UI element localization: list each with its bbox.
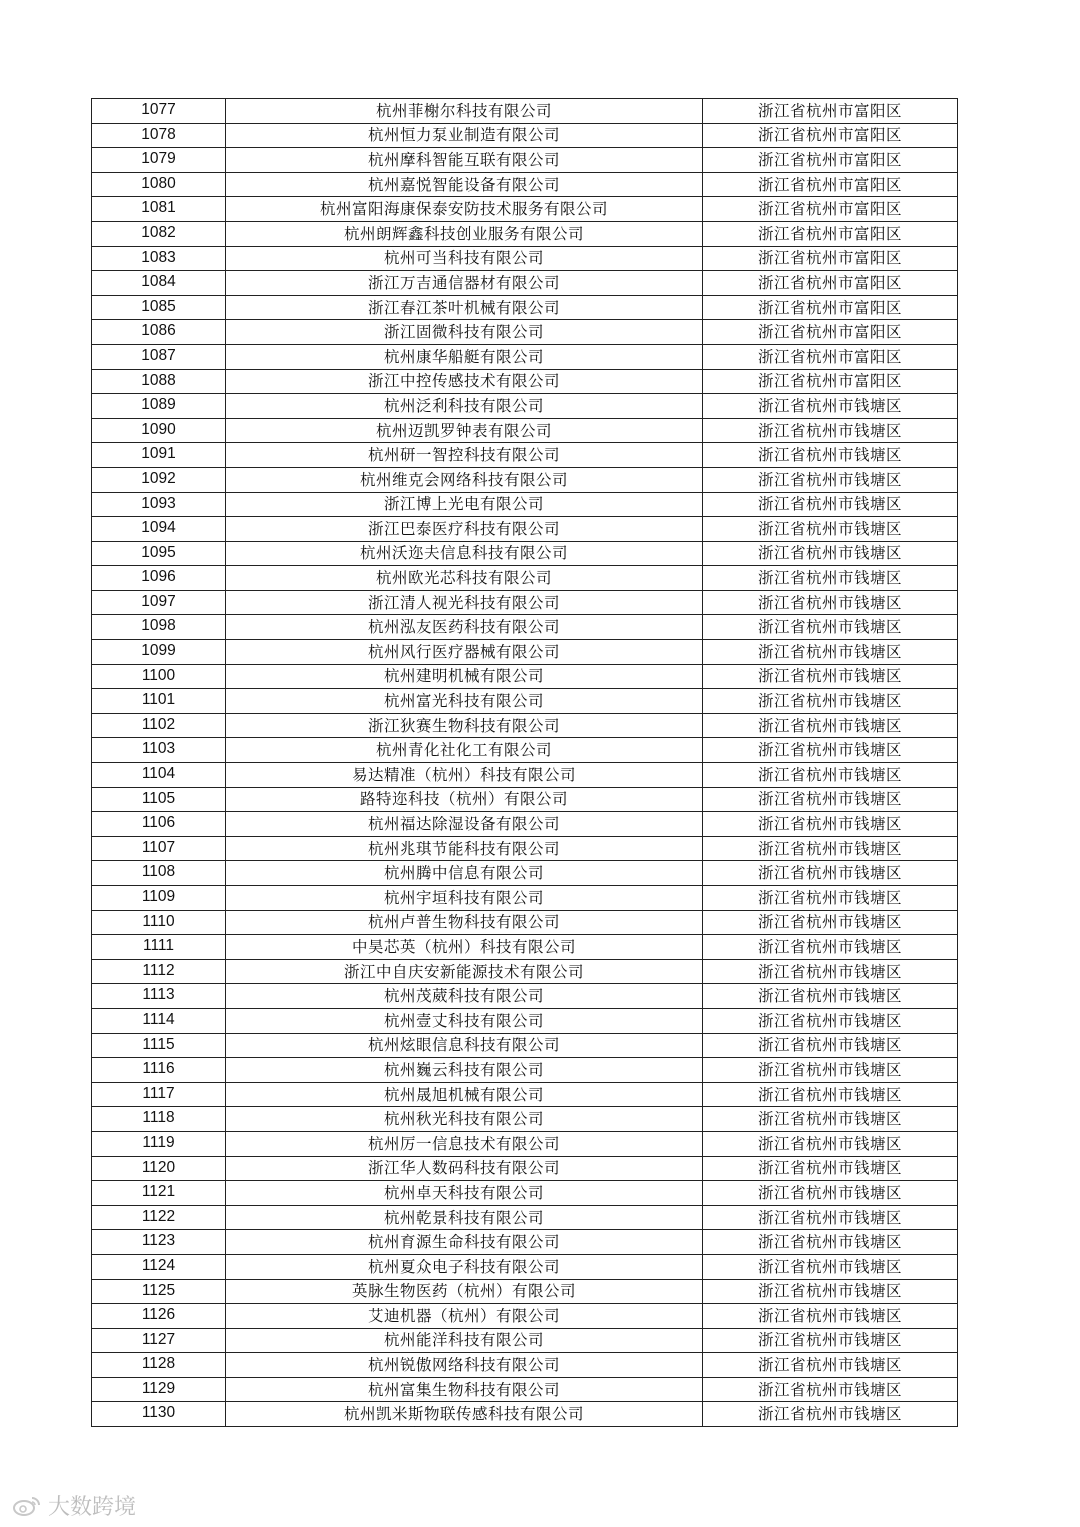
- table-row: [92, 369, 958, 394]
- company-name-cell: 浙江中自庆安新能源技术有限公司: [226, 959, 703, 984]
- row-number-cell: 1103: [92, 738, 226, 763]
- row-number-cell: 1095: [92, 541, 226, 566]
- table-row: [92, 1082, 958, 1107]
- table-row: [92, 910, 958, 935]
- location-cell: 浙江省杭州市钱塘区: [703, 1377, 958, 1402]
- table-row: [92, 1033, 958, 1058]
- company-name-cell: 杭州巍云科技有限公司: [226, 1058, 703, 1083]
- row-number-cell: 1115: [92, 1033, 226, 1058]
- table-row: [92, 197, 958, 222]
- table-row: [92, 1008, 958, 1033]
- table-row: [92, 1377, 958, 1402]
- location-cell: 浙江省杭州市钱塘区: [703, 713, 958, 738]
- row-number-cell: 1102: [92, 713, 226, 738]
- location-cell: 浙江省杭州市钱塘区: [703, 910, 958, 935]
- company-name-cell: 浙江清人视光科技有限公司: [226, 590, 703, 615]
- table-row: [92, 590, 958, 615]
- location-cell: 浙江省杭州市钱塘区: [703, 615, 958, 640]
- location-cell: 浙江省杭州市钱塘区: [703, 566, 958, 591]
- location-cell: 浙江省杭州市富阳区: [703, 197, 958, 222]
- table-row: [92, 517, 958, 542]
- row-number-cell: 1108: [92, 861, 226, 886]
- row-number-cell: 1104: [92, 763, 226, 788]
- company-name-cell: 杭州富光科技有限公司: [226, 689, 703, 714]
- location-cell: 浙江省杭州市富阳区: [703, 344, 958, 369]
- table-row: [92, 1353, 958, 1378]
- location-cell: 浙江省杭州市钱塘区: [703, 590, 958, 615]
- table-row: [92, 246, 958, 271]
- company-name-cell: 杭州维克会网络科技有限公司: [226, 467, 703, 492]
- location-cell: 浙江省杭州市钱塘区: [703, 1254, 958, 1279]
- company-name-cell: 杭州欧光芯科技有限公司: [226, 566, 703, 591]
- row-number-cell: 1097: [92, 590, 226, 615]
- row-number-cell: 1093: [92, 492, 226, 517]
- table-row: [92, 123, 958, 148]
- company-name-cell: 杭州兆琪节能科技有限公司: [226, 836, 703, 861]
- row-number-cell: 1130: [92, 1402, 226, 1427]
- company-name-cell: 杭州迈凯罗钟表有限公司: [226, 418, 703, 443]
- company-name-cell: 浙江中控传感技术有限公司: [226, 369, 703, 394]
- table-row: [92, 959, 958, 984]
- table-row: [92, 787, 958, 812]
- table-row: [92, 836, 958, 861]
- location-cell: 浙江省杭州市钱塘区: [703, 664, 958, 689]
- company-name-cell: 浙江巴泰医疗科技有限公司: [226, 517, 703, 542]
- table-row: [92, 443, 958, 468]
- row-number-cell: 1122: [92, 1205, 226, 1230]
- table-row: [92, 1156, 958, 1181]
- location-cell: 浙江省杭州市钱塘区: [703, 1353, 958, 1378]
- company-name-cell: 杭州研一智控科技有限公司: [226, 443, 703, 468]
- table-row: [92, 566, 958, 591]
- row-number-cell: 1110: [92, 910, 226, 935]
- table-row: [92, 295, 958, 320]
- company-name-cell: 英脉生物医药（杭州）有限公司: [226, 1279, 703, 1304]
- company-name-cell: 浙江华人数码科技有限公司: [226, 1156, 703, 1181]
- row-number-cell: 1081: [92, 197, 226, 222]
- table-row: [92, 1279, 958, 1304]
- row-number-cell: 1101: [92, 689, 226, 714]
- row-number-cell: 1080: [92, 172, 226, 197]
- company-name-cell: 杭州富阳海康保泰安防技术服务有限公司: [226, 197, 703, 222]
- company-name-cell: 杭州沃迩夫信息科技有限公司: [226, 541, 703, 566]
- location-cell: 浙江省杭州市钱塘区: [703, 1205, 958, 1230]
- company-name-cell: 杭州卓天科技有限公司: [226, 1181, 703, 1206]
- row-number-cell: 1106: [92, 812, 226, 837]
- table-row: [92, 615, 958, 640]
- row-number-cell: 1099: [92, 640, 226, 665]
- location-cell: 浙江省杭州市富阳区: [703, 246, 958, 271]
- location-cell: 浙江省杭州市钱塘区: [703, 418, 958, 443]
- company-name-cell: 杭州富集生物科技有限公司: [226, 1377, 703, 1402]
- table-row: [92, 664, 958, 689]
- row-number-cell: 1089: [92, 394, 226, 419]
- location-cell: 浙江省杭州市钱塘区: [703, 787, 958, 812]
- table-row: [92, 492, 958, 517]
- location-cell: 浙江省杭州市钱塘区: [703, 1107, 958, 1132]
- row-number-cell: 1113: [92, 984, 226, 1009]
- row-number-cell: 1116: [92, 1058, 226, 1083]
- table-row: [92, 713, 958, 738]
- location-cell: 浙江省杭州市富阳区: [703, 172, 958, 197]
- location-cell: 浙江省杭州市富阳区: [703, 369, 958, 394]
- location-cell: 浙江省杭州市富阳区: [703, 99, 958, 124]
- company-name-cell: 浙江春江茶叶机械有限公司: [226, 295, 703, 320]
- location-cell: 浙江省杭州市钱塘区: [703, 689, 958, 714]
- table-row: [92, 763, 958, 788]
- company-name-cell: 杭州锐傲网络科技有限公司: [226, 1353, 703, 1378]
- location-cell: 浙江省杭州市富阳区: [703, 271, 958, 296]
- company-name-cell: 杭州朗辉鑫科技创业服务有限公司: [226, 221, 703, 246]
- company-name-cell: 杭州卢普生物科技有限公司: [226, 910, 703, 935]
- location-cell: 浙江省杭州市钱塘区: [703, 1328, 958, 1353]
- company-name-cell: 杭州凯米斯物联传感科技有限公司: [226, 1402, 703, 1427]
- table-row: [92, 1230, 958, 1255]
- location-cell: 浙江省杭州市钱塘区: [703, 861, 958, 886]
- company-name-cell: 杭州青化社化工有限公司: [226, 738, 703, 763]
- table-row: [92, 320, 958, 345]
- company-name-cell: 杭州壹丈科技有限公司: [226, 1008, 703, 1033]
- location-cell: 浙江省杭州市富阳区: [703, 148, 958, 173]
- row-number-cell: 1129: [92, 1377, 226, 1402]
- company-name-cell: 杭州夏众电子科技有限公司: [226, 1254, 703, 1279]
- table-row: [92, 148, 958, 173]
- table-row: [92, 1304, 958, 1329]
- company-name-cell: 易达精准（杭州）科技有限公司: [226, 763, 703, 788]
- row-number-cell: 1100: [92, 664, 226, 689]
- company-name-cell: 艾迪机器（杭州）有限公司: [226, 1304, 703, 1329]
- company-name-cell: 杭州茂葳科技有限公司: [226, 984, 703, 1009]
- company-name-cell: 杭州育源生命科技有限公司: [226, 1230, 703, 1255]
- table-row: [92, 984, 958, 1009]
- table-row: [92, 1328, 958, 1353]
- company-name-cell: 浙江狄赛生物科技有限公司: [226, 713, 703, 738]
- company-table-body: [92, 99, 958, 1427]
- company-name-cell: 杭州厉一信息技术有限公司: [226, 1131, 703, 1156]
- company-name-cell: 杭州宇垣科技有限公司: [226, 886, 703, 911]
- table-row: [92, 99, 958, 124]
- location-cell: 浙江省杭州市钱塘区: [703, 1230, 958, 1255]
- table-row: [92, 1058, 958, 1083]
- location-cell: 浙江省杭州市钱塘区: [703, 1279, 958, 1304]
- row-number-cell: 1096: [92, 566, 226, 591]
- row-number-cell: 1088: [92, 369, 226, 394]
- location-cell: 浙江省杭州市钱塘区: [703, 394, 958, 419]
- watermark-text: 大数跨境: [48, 1495, 137, 1520]
- row-number-cell: 1087: [92, 344, 226, 369]
- row-number-cell: 1126: [92, 1304, 226, 1329]
- row-number-cell: 1077: [92, 99, 226, 124]
- company-name-cell: 杭州腾中信息有限公司: [226, 861, 703, 886]
- company-name-cell: 杭州建明机械有限公司: [226, 664, 703, 689]
- row-number-cell: 1120: [92, 1156, 226, 1181]
- table-row: [92, 1131, 958, 1156]
- location-cell: 浙江省杭州市钱塘区: [703, 935, 958, 960]
- location-cell: 浙江省杭州市钱塘区: [703, 836, 958, 861]
- row-number-cell: 1086: [92, 320, 226, 345]
- location-cell: 浙江省杭州市钱塘区: [703, 984, 958, 1009]
- company-name-cell: 杭州乾景科技有限公司: [226, 1205, 703, 1230]
- location-cell: 浙江省杭州市钱塘区: [703, 886, 958, 911]
- table-row: [92, 689, 958, 714]
- company-name-cell: 杭州康华船艇有限公司: [226, 344, 703, 369]
- company-name-cell: 杭州嘉悦智能设备有限公司: [226, 172, 703, 197]
- row-number-cell: 1119: [92, 1131, 226, 1156]
- row-number-cell: 1127: [92, 1328, 226, 1353]
- table-row: [92, 541, 958, 566]
- table-row: [92, 418, 958, 443]
- company-name-cell: 杭州晟旭机械有限公司: [226, 1082, 703, 1107]
- row-number-cell: 1121: [92, 1181, 226, 1206]
- table-row: [92, 1402, 958, 1427]
- location-cell: 浙江省杭州市钱塘区: [703, 812, 958, 837]
- row-number-cell: 1118: [92, 1107, 226, 1132]
- location-cell: 浙江省杭州市钱塘区: [703, 1131, 958, 1156]
- table-row: [92, 886, 958, 911]
- table-row: [92, 640, 958, 665]
- company-name-cell: 杭州泛利科技有限公司: [226, 394, 703, 419]
- location-cell: 浙江省杭州市钱塘区: [703, 1082, 958, 1107]
- location-cell: 浙江省杭州市富阳区: [703, 295, 958, 320]
- table-row: [92, 467, 958, 492]
- table-row: [92, 861, 958, 886]
- row-number-cell: 1111: [92, 935, 226, 960]
- company-name-cell: 浙江博上光电有限公司: [226, 492, 703, 517]
- company-name-cell: 杭州风行医疗器械有限公司: [226, 640, 703, 665]
- location-cell: 浙江省杭州市钱塘区: [703, 763, 958, 788]
- location-cell: 浙江省杭州市钱塘区: [703, 1008, 958, 1033]
- company-name-cell: 杭州泓友医药科技有限公司: [226, 615, 703, 640]
- table-row: [92, 1181, 958, 1206]
- company-name-cell: 杭州福达除湿设备有限公司: [226, 812, 703, 837]
- table-row: [92, 1254, 958, 1279]
- row-number-cell: 1112: [92, 959, 226, 984]
- row-number-cell: 1084: [92, 271, 226, 296]
- table-row: [92, 1205, 958, 1230]
- company-name-cell: 杭州菲榭尔科技有限公司: [226, 99, 703, 124]
- location-cell: 浙江省杭州市钱塘区: [703, 517, 958, 542]
- row-number-cell: 1078: [92, 123, 226, 148]
- table-row: [92, 1107, 958, 1132]
- table-row: [92, 812, 958, 837]
- company-name-cell: 杭州秋光科技有限公司: [226, 1107, 703, 1132]
- location-cell: 浙江省杭州市钱塘区: [703, 1033, 958, 1058]
- location-cell: 浙江省杭州市钱塘区: [703, 1402, 958, 1427]
- row-number-cell: 1128: [92, 1353, 226, 1378]
- watermark: [12, 1490, 136, 1521]
- row-number-cell: 1117: [92, 1082, 226, 1107]
- location-cell: 浙江省杭州市钱塘区: [703, 959, 958, 984]
- row-number-cell: 1114: [92, 1008, 226, 1033]
- table-row: [92, 271, 958, 296]
- location-cell: 浙江省杭州市钱塘区: [703, 467, 958, 492]
- company-name-cell: 中昊芯英（杭州）科技有限公司: [226, 935, 703, 960]
- table-row: [92, 738, 958, 763]
- location-cell: 浙江省杭州市钱塘区: [703, 640, 958, 665]
- row-number-cell: 1079: [92, 148, 226, 173]
- company-name-cell: 杭州恒力泵业制造有限公司: [226, 123, 703, 148]
- company-name-cell: 杭州能洋科技有限公司: [226, 1328, 703, 1353]
- row-number-cell: 1123: [92, 1230, 226, 1255]
- row-number-cell: 1125: [92, 1279, 226, 1304]
- table-row: [92, 172, 958, 197]
- row-number-cell: 1091: [92, 443, 226, 468]
- company-name-cell: 杭州摩科智能互联有限公司: [226, 148, 703, 173]
- row-number-cell: 1109: [92, 886, 226, 911]
- location-cell: 浙江省杭州市钱塘区: [703, 1156, 958, 1181]
- location-cell: 浙江省杭州市钱塘区: [703, 541, 958, 566]
- row-number-cell: 1107: [92, 836, 226, 861]
- table-row: [92, 221, 958, 246]
- row-number-cell: 1082: [92, 221, 226, 246]
- row-number-cell: 1094: [92, 517, 226, 542]
- location-cell: 浙江省杭州市富阳区: [703, 320, 958, 345]
- company-table: [91, 98, 958, 1427]
- location-cell: 浙江省杭州市富阳区: [703, 123, 958, 148]
- table-row: [92, 394, 958, 419]
- watermark-logo-icon: [12, 1494, 42, 1518]
- location-cell: 浙江省杭州市钱塘区: [703, 1181, 958, 1206]
- row-number-cell: 1098: [92, 615, 226, 640]
- row-number-cell: 1090: [92, 418, 226, 443]
- location-cell: 浙江省杭州市钱塘区: [703, 738, 958, 763]
- company-name-cell: 杭州炫眼信息科技有限公司: [226, 1033, 703, 1058]
- location-cell: 浙江省杭州市钱塘区: [703, 443, 958, 468]
- location-cell: 浙江省杭州市钱塘区: [703, 492, 958, 517]
- company-name-cell: 路特迩科技（杭州）有限公司: [226, 787, 703, 812]
- row-number-cell: 1124: [92, 1254, 226, 1279]
- company-name-cell: 杭州可当科技有限公司: [226, 246, 703, 271]
- row-number-cell: 1083: [92, 246, 226, 271]
- row-number-cell: 1085: [92, 295, 226, 320]
- company-name-cell: 浙江万吉通信器材有限公司: [226, 271, 703, 296]
- table-row: [92, 935, 958, 960]
- row-number-cell: 1105: [92, 787, 226, 812]
- company-name-cell: 浙江固微科技有限公司: [226, 320, 703, 345]
- location-cell: 浙江省杭州市钱塘区: [703, 1304, 958, 1329]
- row-number-cell: 1092: [92, 467, 226, 492]
- location-cell: 浙江省杭州市钱塘区: [703, 1058, 958, 1083]
- location-cell: 浙江省杭州市富阳区: [703, 221, 958, 246]
- table-row: [92, 344, 958, 369]
